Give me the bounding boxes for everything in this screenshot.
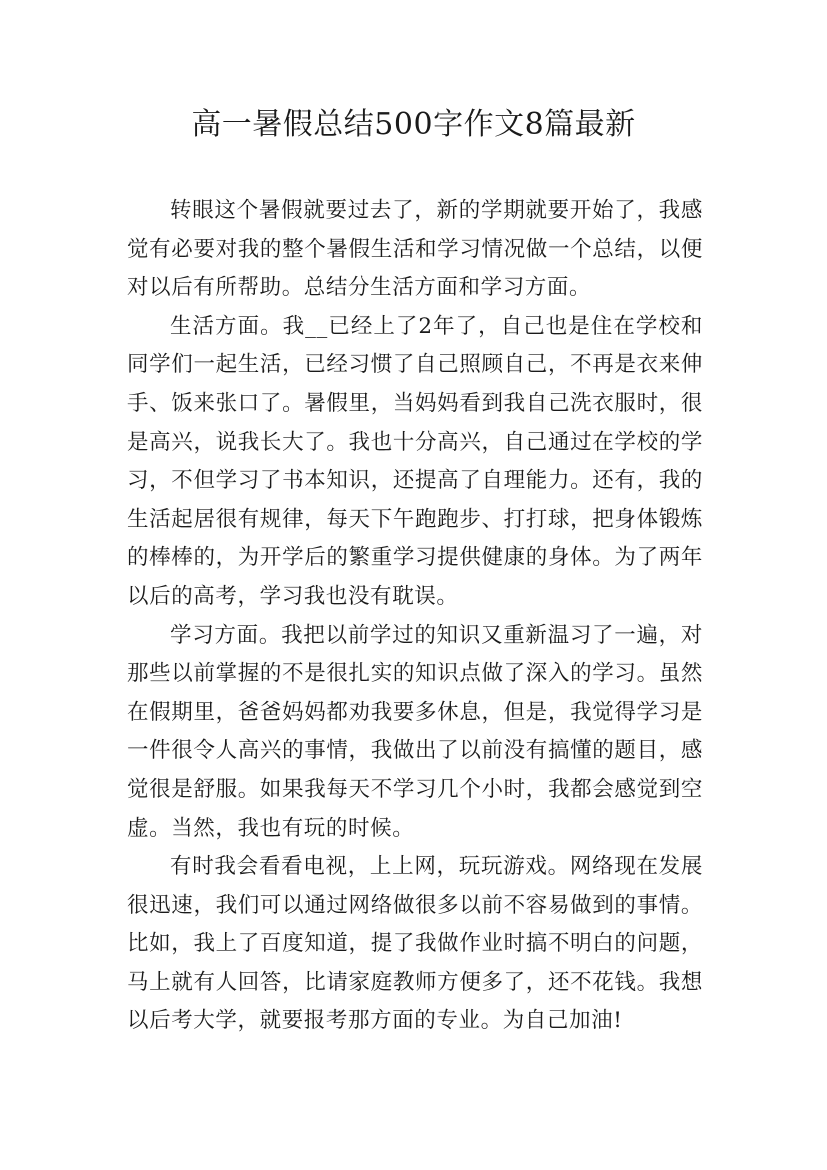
paragraph-leisure: 有时我会看看电视，上上网，玩玩游戏。网络现在发展很迅速，我们可以通过网络做很多以前不容易做到的事情。比如，我上了百度知道，提了我做作业时搞不明白的问题，马上就有人回答，比请家庭教师方便多了，还不花钱。我想以后考大学，就要报考那方面的专业。为自己加油! — [127, 854, 703, 1034]
paragraph-life: 生活方面。我__已经上了2年了，自己也是住在学校和同学们一起生活，已经习惯了自己照顾自己，不再是衣来伸手、饭来张口了。暑假里，当妈妈看到我自己洗衣服时，很是高兴，说我长大了。我也十分高兴，自己通过在学校的学习，不但学习了书本知识，还提高了自理能力。还有，我的生活起居很有规律，每天下午跑跑步、打打球，把身体锻炼的棒棒的，为开学后的繁重学习提供健康的身体。为了两年以后的高考，学习我也没有耽误。 — [127, 313, 703, 609]
paragraph-study: 学习方面。我把以前学过的知识又重新温习了一遍，对那些以前掌握的不是很扎实的知识点做了深入的学习。虽然在假期里，爸爸妈妈都劝我要多休息，但是，我觉得学习是一件很令人高兴的事情，我做出了以前没有搞懂的题目，感觉很是舒服。如果我每天不学习几个小时，我都会感觉到空虚。当然，我也有玩的时候。 — [127, 622, 703, 841]
document-title: 高一暑假总结500字作文8篇最新 — [191, 107, 636, 142]
paragraph-intro: 转眼这个暑假就要过去了，新的学期就要开始了，我感觉有必要对我的整个暑假生活和学习情况做一个总结，以便对以后有所帮助。总结分生活方面和学习方面。 — [127, 198, 703, 301]
document-body — [127, 192, 703, 1041]
